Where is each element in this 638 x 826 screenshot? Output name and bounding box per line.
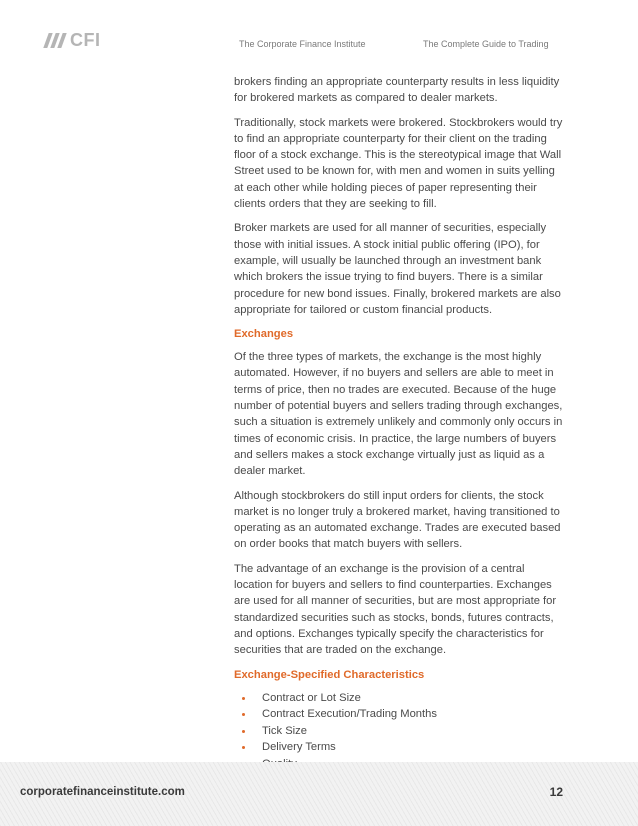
logo-text: CFI xyxy=(70,30,101,50)
paragraph: Although stockbrokers do still input orders for clients, the stock market is no longer truly a brokered market, having transitioned to operating as an automated exchange. Trades are executed based on order books that match buyers with sellers. xyxy=(234,489,561,551)
header-document-title: The Complete Guide to Trading xyxy=(423,39,549,49)
bullet-icon xyxy=(242,730,245,733)
section-heading-exchanges: Exchanges xyxy=(234,328,294,341)
paragraph: Broker markets are used for all manner of securities, especially those with initial issues. A stock initial public offering (IPO), for example, will usually be launched through an investment bank which brokers the issue trying to find buyers. There is a similar procedure for new bond issues. Finally, brokered markets are also appropriate for tailored or custom financial products. xyxy=(234,222,561,316)
list-item xyxy=(234,739,566,756)
list-item-text: Delivery Terms xyxy=(262,741,336,753)
characteristics-list xyxy=(234,690,566,773)
list-item xyxy=(234,706,566,723)
bullet-icon xyxy=(242,746,245,749)
paragraph: Of the three types of markets, the exchange is the most highly automated. However, if no buyers and sellers are able to meet in terms of price, then no trades are executed. Because of the huge number of potential buyers and sellers trading through exchanges, such a situation is extremely unlikely and commonly only occurs in times of economic crisis. In practice, the large numbers of buyers and sellers makes a stock exchange virtually just as liquid as a dealer market. xyxy=(234,351,563,478)
list-item xyxy=(234,723,566,740)
bullet-icon xyxy=(242,697,245,700)
bullet-icon xyxy=(242,713,245,716)
list-item-text: Contract Execution/Trading Months xyxy=(262,708,437,720)
list-item-text: Tick Size xyxy=(262,724,307,737)
section-heading-characteristics: Exchange-Specified Characteristics xyxy=(234,668,425,681)
page-header xyxy=(0,0,638,60)
list-item-text: Contract or Lot Size xyxy=(262,691,361,704)
cfi-logo xyxy=(44,31,101,49)
page-number: 12 xyxy=(549,785,563,799)
paragraph: Traditionally, stock markets were brokered. Stockbrokers would try to find an appropriate counterparty for their client on the trading floor of a stock exchange. This is the stereotypical image that Wall Street used to be known for, with men and women in suits yelling at each other while holding pieces of paper representing their clients orders that they are seeking to fill. xyxy=(234,116,563,211)
page-footer xyxy=(0,762,638,826)
footer-website-link[interactable]: corporatefinanceinstitute.com xyxy=(20,786,185,798)
header-publisher: The Corporate Finance Institute xyxy=(239,39,366,49)
list-item xyxy=(234,690,566,707)
paragraph: The advantage of an exchange is the provision of a central location for buyers and sellers to find counterparties. Exchanges are used for all manner of securities, but are most appropriate for standardized securities such as stocks, bonds, futures contracts, and options. Exchanges typically specify the characteristics for securities that are traded on the exchange. xyxy=(234,562,557,657)
paragraph: brokers finding an appropriate counterparty results in less liquidity for brokered markets as compared to dealer markets. xyxy=(234,76,560,105)
logo-bars-icon xyxy=(44,32,66,48)
page-content xyxy=(234,74,566,772)
